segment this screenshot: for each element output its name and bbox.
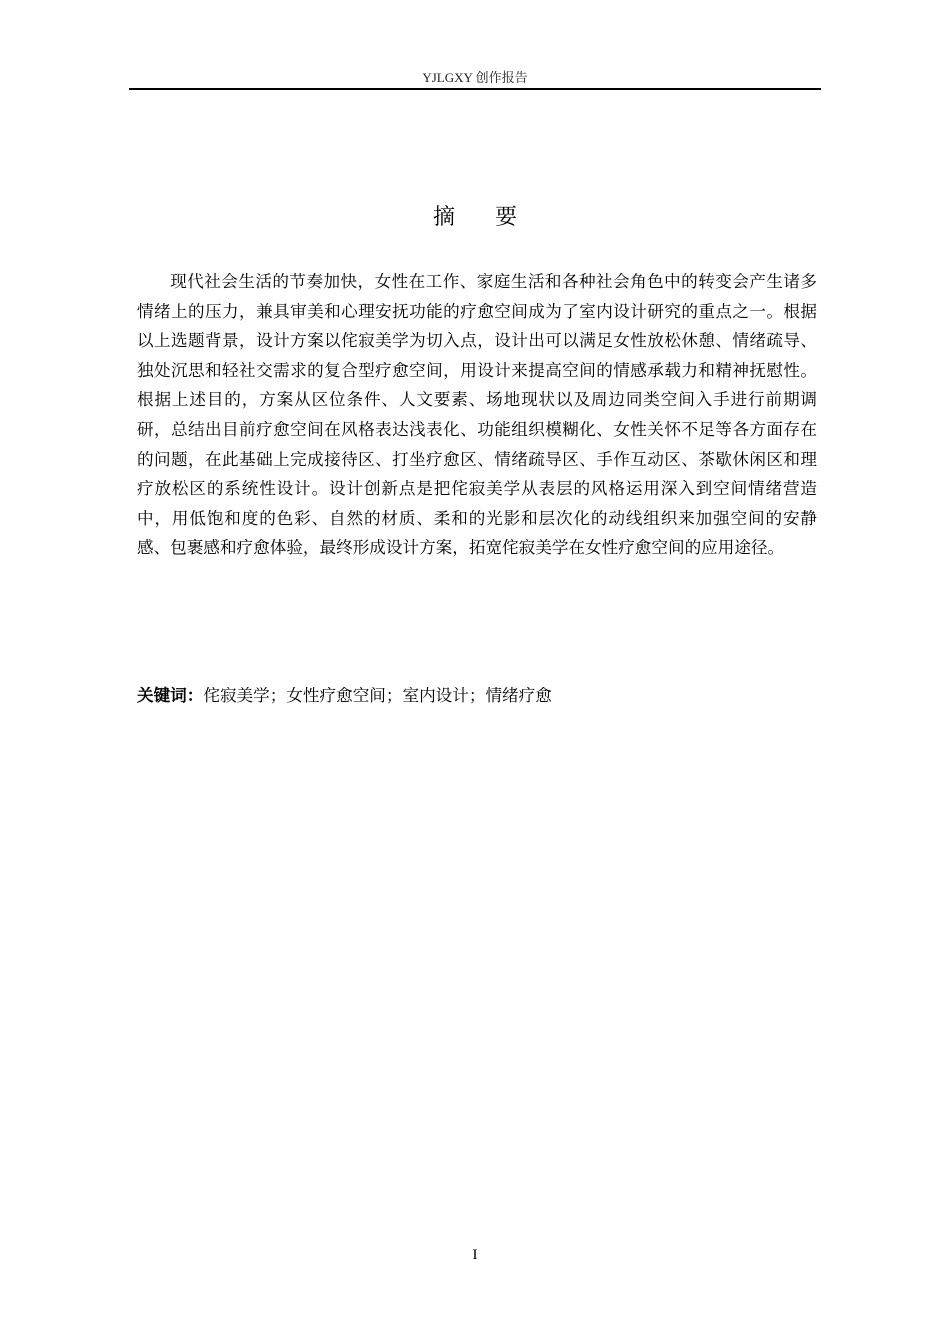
- page-number: I: [472, 1247, 478, 1263]
- running-header: YJLGXY 创作报告: [422, 70, 528, 85]
- header-rule: [129, 88, 821, 90]
- abstract-title: 摘要: [432, 205, 557, 230]
- keywords-value: 侘寂美学；女性疗愈空间；室内设计；情绪疗愈: [203, 686, 552, 705]
- keywords-label: 关键词：: [137, 686, 204, 705]
- keywords-line: [137, 682, 817, 710]
- abstract-body: 现代社会生活的节奏加快，女性在工作、家庭生活和各种社会角色中的转变会产生诸多情绪上的压力，兼具审美和心理安抚功能的疗愈空间成为了室内设计研究的重点之一。根据以上选题背景，设计方案以侘寂美学为切入点，设计出可以满足女性放松休憩、情绪疏导、独处沉思和轻社交需求的复合型疗愈空间，用设计来提高空间的情感承载力和精神抚慰性。根据上述目的，方案从区位条件、人文要素、场地现状以及周边同类空间入手进行前期调研，总结出目前疗愈空间在风格表达浅表化、功能组织模糊化、女性关怀不足等各方面存在的问题，在此基础上完成接待区、打坐疗愈区、情绪疏导区、手作互动区、茶歇休闲区和理疗放松区的系统性设计。设计创新点是把侘寂美学从表层的风格运用深入到空间情绪营造中，用低饱和度的色彩、自然的材质、柔和的光影和层次化的动线组织来加强空间的安静感、包裹感和疗愈体验，最终形成设计方案，拓宽侘寂美学在女性疗愈空间的应用途径。: [137, 272, 817, 558]
